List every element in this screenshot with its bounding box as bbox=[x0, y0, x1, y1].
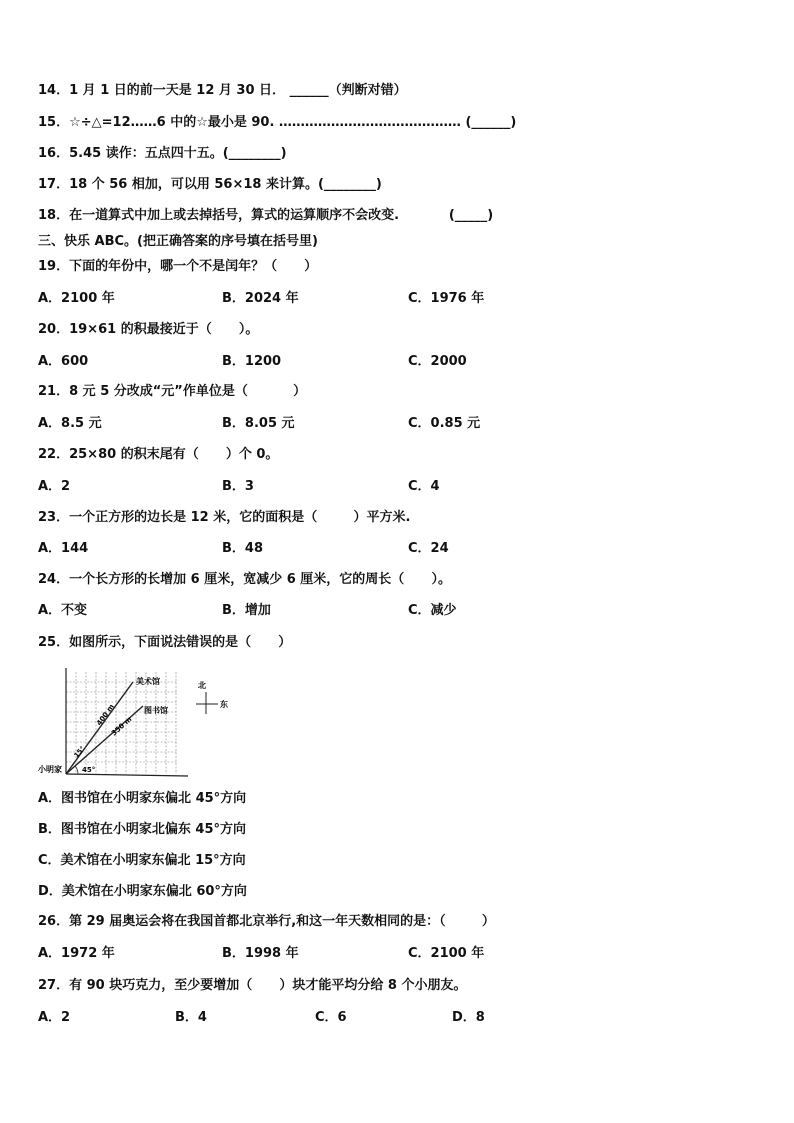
question-25-stem: 25．如图所示，下面说法错误的是（ ） bbox=[38, 635, 292, 650]
distance-museum: 400 m bbox=[95, 702, 116, 728]
question-21-stem: 21．8 元 5 分改成“元”作单位是（ ） bbox=[38, 384, 307, 399]
direction-figure bbox=[38, 664, 238, 782]
q27-option-c: C．6 bbox=[315, 1010, 347, 1025]
question-23-stem: 23．一个正方形的边长是 12 米，它的面积是（ ）平方米. bbox=[38, 510, 411, 525]
q22-option-a: A．2 bbox=[38, 479, 71, 494]
q24-option-b: B．增加 bbox=[222, 603, 271, 618]
q20-option-c: C．2000 bbox=[408, 354, 467, 369]
question-14: 14．1 月 1 日的前一天是 12 月 30 日． ______（判断对错） bbox=[38, 83, 407, 98]
question-20-stem: 20．19×61 的积最接近于（ ）。 bbox=[38, 322, 259, 337]
q24-option-a: A．不变 bbox=[38, 603, 88, 618]
q21-option-b: B．8.05 元 bbox=[222, 416, 295, 431]
q20-option-b: B．1200 bbox=[222, 354, 282, 369]
q19-option-a: A．2100 年 bbox=[38, 291, 115, 306]
question-16: 16．5.45 读作：五点四十五。(________) bbox=[38, 146, 287, 161]
home-label: 小明家 bbox=[38, 765, 62, 774]
library-label: 图书馆 bbox=[144, 706, 168, 715]
question-22-stem: 22．25×80 的积末尾有（ ）个 0。 bbox=[38, 447, 279, 462]
q22-option-c: C．4 bbox=[408, 479, 440, 494]
question-17: 17．18 个 56 相加，可以用 56×18 来计算。(________) bbox=[38, 177, 382, 192]
q23-option-c: C．24 bbox=[408, 541, 449, 556]
q27-option-b: B．4 bbox=[175, 1010, 207, 1025]
q27-option-a: A．2 bbox=[38, 1010, 71, 1025]
museum-label: 美术馆 bbox=[136, 677, 160, 686]
q26-option-a: A．1972 年 bbox=[38, 946, 115, 961]
q26-option-c: C．2100 年 bbox=[408, 946, 485, 961]
section-title: 三、快乐 ABC。(把正确答案的序号填在括号里) bbox=[38, 234, 318, 249]
angle-45-label: 45° bbox=[82, 766, 96, 774]
question-26-stem: 26．第 29 届奥运会将在我国首都北京举行,和这一年天数相同的是：（ ） bbox=[38, 914, 495, 929]
q27-option-d: D．8 bbox=[452, 1010, 485, 1025]
q25-option-a: A．图书馆在小明家东偏北 45°方向 bbox=[38, 791, 247, 806]
east-axis bbox=[66, 774, 188, 776]
question-18: 18．在一道算式中加上或去掉括号，算式的运算顺序不会改变. (_____) bbox=[38, 208, 494, 223]
question-27-stem: 27．有 90 块巧克力，至少要增加（ ）块才能平均分给 8 个小朋友。 bbox=[38, 978, 467, 993]
q25-option-c: C．美术馆在小明家东偏北 15°方向 bbox=[38, 853, 246, 868]
q19-option-c: C．1976 年 bbox=[408, 291, 485, 306]
q25-option-b: B．图书馆在小明家北偏东 45°方向 bbox=[38, 822, 247, 837]
q21-option-c: C．0.85 元 bbox=[408, 416, 481, 431]
q19-option-b: B．2024 年 bbox=[222, 291, 299, 306]
q24-option-c: C．减少 bbox=[408, 603, 457, 618]
q23-option-b: B．48 bbox=[222, 541, 263, 556]
compass-east: 东 bbox=[220, 700, 228, 709]
q22-option-b: B．3 bbox=[222, 479, 254, 494]
q25-option-d: D．美术馆在小明家东偏北 60°方向 bbox=[38, 884, 247, 899]
q23-option-a: A．144 bbox=[38, 541, 89, 556]
question-24-stem: 24．一个长方形的长增加 6 厘米，宽减少 6 厘米，它的周长（ ）。 bbox=[38, 572, 451, 587]
q21-option-a: A．8.5 元 bbox=[38, 416, 102, 431]
q20-option-a: A．600 bbox=[38, 354, 89, 369]
question-19-stem: 19．下面的年份中，哪一个不是闰年？（ ） bbox=[38, 259, 318, 274]
distance-library: 350 m bbox=[109, 715, 134, 738]
angle-arc-45 bbox=[75, 766, 78, 774]
angle-15-label: 15° bbox=[72, 744, 87, 760]
q26-option-b: B．1998 年 bbox=[222, 946, 299, 961]
compass-north: 北 bbox=[198, 681, 206, 690]
question-15: 15．☆÷△=12……6 中的☆最小是 90. …………………………………… (______) bbox=[38, 115, 517, 130]
